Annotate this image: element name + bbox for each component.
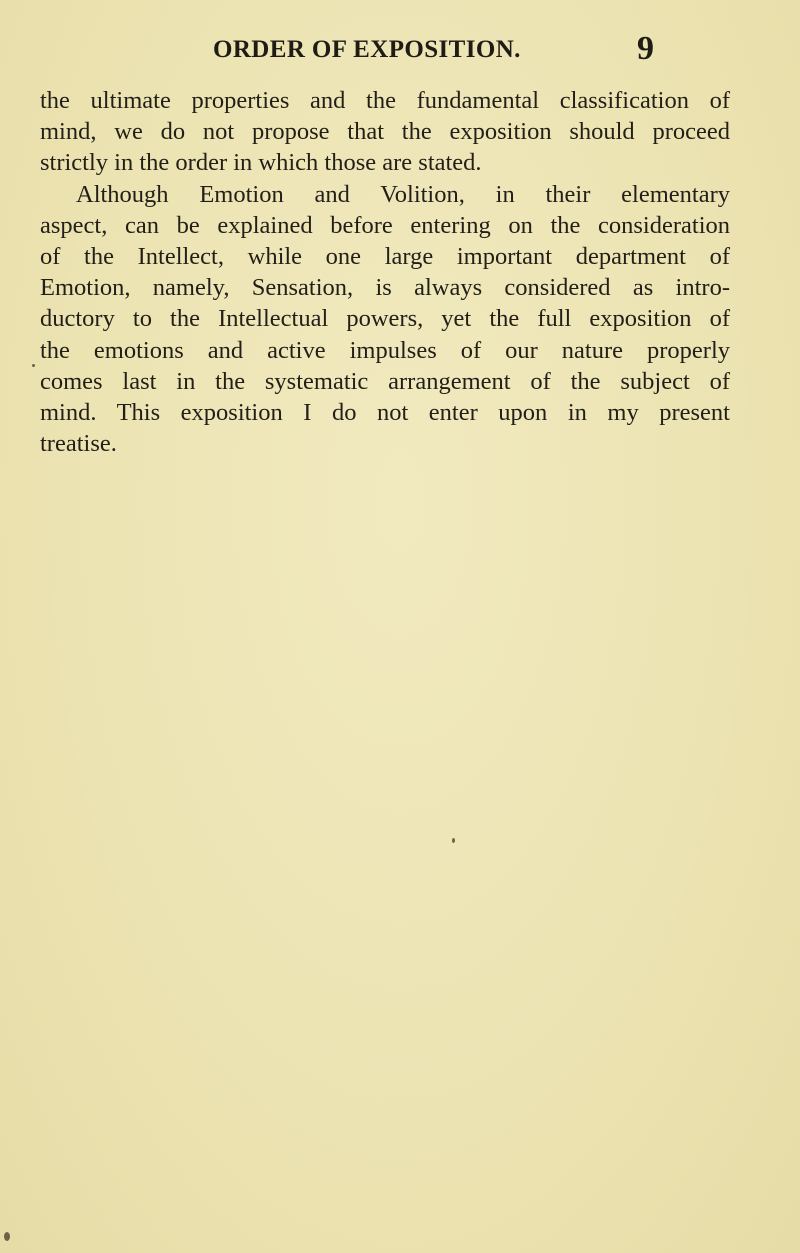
paragraph-first-line: Although Emotion and Volition, in their elementary (76, 180, 730, 208)
text-line: mind. This exposition I do not enter upon in my present (40, 399, 730, 427)
running-head-title: ORDER OF EXPOSITION. (213, 36, 521, 63)
text-line: aspect, can be explained before entering on the consideration (40, 211, 730, 239)
running-head (0, 30, 800, 76)
text-line: of the Intellect, while one large important department of (40, 243, 730, 271)
text-line: ductory to the Intellectual powers, yet the full exposition of (40, 305, 730, 333)
body-text (40, 85, 730, 459)
text-line: the ultimate properties and the fundamental classification of (40, 87, 730, 114)
page-number: 9 (637, 30, 654, 67)
text-line: Emotion, namely, Sensation, is always considered as intro- (40, 274, 730, 302)
text-line: mind, we do not propose that the exposition should proceed (40, 118, 730, 146)
paper-speck (32, 364, 35, 367)
text-line: treatise. (40, 430, 117, 458)
text-line: comes last in the systematic arrangement of the subject of (40, 367, 730, 395)
paper-speck (452, 838, 455, 843)
text-line: strictly in the order in which those are stated. (40, 149, 482, 177)
paper-speck (4, 1232, 10, 1241)
text-line: the emotions and active impulses of our nature properly (40, 336, 730, 364)
